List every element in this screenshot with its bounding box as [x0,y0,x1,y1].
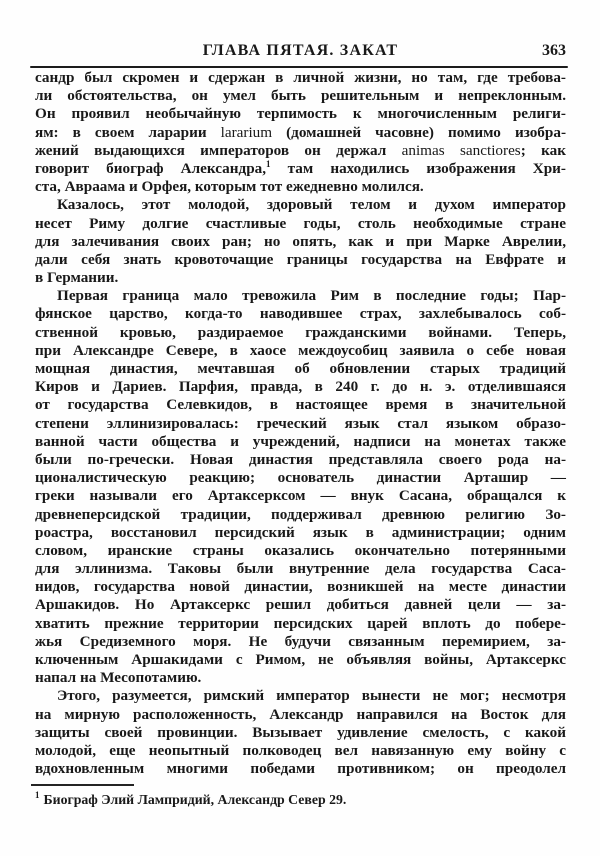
text-line: на мирную расположенность, Александр направился на Восток для [35,705,566,723]
text-line: для залечивания своих ран; но опять, как и при Марке Аврелии, [35,232,566,250]
footnote-marker: 1 [35,790,40,801]
text-line: молодой, еще неопытный полководец вел навязанную ему войну с [35,741,566,759]
text-line: словом, иранские страны оказались окончательно потерянными [35,541,566,559]
text-line: ключенным Аршакидами с Римом, не объявляя войны, Артаксеркс [35,651,566,668]
text-line: ванной части общества и учреждений, надписи на монетах также [35,432,566,450]
text-line: ста, Авраама и Орфея, которым тот ежедневно молился. [35,178,424,196]
text-line: дали себя знать кровоточащие границы государства на Евфрате и [35,250,566,268]
text-line: Аршакидов. Но Артаксеркс решил добиться давней цели — за- [35,596,566,614]
text-line: мощная династия, мечтавшая об обновлении старых традиций [35,360,566,377]
text-line: говорит биограф Александра,$^1$ там находились изображения Хри- [35,158,566,177]
text-line: Этого, разумеется, римский император вынести не мог; несмотря [57,687,566,705]
page-number: 363 [542,42,566,59]
text-line: греки называли его Артаксерксом — внук Сасана, обращался к [35,487,566,505]
text-line: вдохновленным многими победами противником; он преодолел [35,760,566,778]
text-line: для эллинизма. Таковы были внутренние дела государства Саса- [35,560,566,578]
text-line: ственной кровью, раздираемое гражданскими войнами. Теперь, [35,323,566,341]
paragraph [35,69,566,196]
paragraph [35,687,566,778]
text-line: ли обстоятельства, он умел быть решительным и непреклонным. [35,87,566,105]
text-line: ционалистическую реакцию; основатель династии Арташир — [35,469,566,487]
text-line: древнеперсидской традиции, поддерживал древнюю религию Зо- [35,505,566,523]
text-line: жений выдающихся императоров он держал animas sanctiores; как [35,141,567,159]
text-line: при Александре Севере, в хаосе междоусобиц заявила о себе новая [35,341,566,359]
footnote-text: Биограф Элий Лампридий, Александр Север 29. [43,792,347,807]
text-line: Первая граница мало тревожила Рим в последние годы; Пар- [57,287,566,305]
text-line: от государства Селевкидов, в настоящее время в значительной [35,396,566,414]
text-line: нидов, государства новой династии, возникшей на месте династии [35,578,566,596]
text-line: хватить прежние территории персидских царей вплоть до побере- [35,614,566,632]
text-line: защиты своей провинции. Вызывает удивление смелость, с какой [35,723,566,741]
text-line: сандр был скромен и сдержан в личной жизни, но там, где требова- [35,69,566,86]
paragraph [35,196,566,287]
text-line: степени эллинизировалась: греческий язык стал языком образо- [35,414,566,432]
footnote-divider [31,784,134,786]
text-line: в Германии. [35,269,119,287]
text-line: роастра, восстановил персидский язык в администрации; одним [35,523,566,541]
text-line: жья Средиземного моря. Не будучи связанным перемирием, за- [35,632,566,650]
text-line: фянское царство, когда-то наводившее страх, захлебывалось соб- [35,305,566,323]
running-head [35,42,566,62]
footnote [35,791,566,808]
text-line: Он проявил необычайную терпимость к многочисленным религи- [35,105,566,123]
text-line: напал на Месопотамию. [35,669,202,687]
text-line: ям: в своем ларарии lararium (домашней часовне) помимо изобра- [35,123,566,141]
body-text [35,69,566,778]
text-line: Киров и Дариев. Парфия, правда, в 240 г. до н. э. отделившаяся [35,378,566,396]
header-divider [30,66,568,68]
text-line: были по-гречески. Новая династия представляла своего рода на- [35,450,566,468]
text-line: Казалось, этот молодой, здоровый телом и духом император [57,196,566,214]
paragraph [35,287,566,687]
chapter-title: ГЛАВА ПЯТАЯ. ЗАКАТ [202,42,399,59]
text-line: несет Риму долгие счастливые годы, столь необходимые стране [35,214,566,232]
